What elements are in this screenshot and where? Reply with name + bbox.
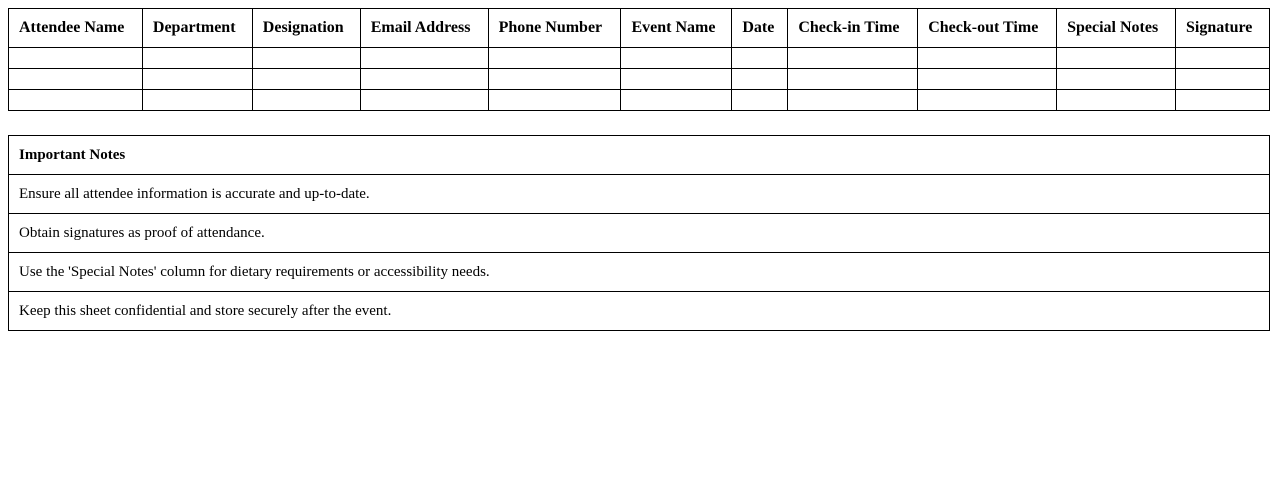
check-out-time-cell[interactable] [918,48,1057,69]
notes-title: Important Notes [9,136,1270,175]
header-check-in-time: Check-in Time [788,9,918,48]
header-special-notes: Special Notes [1057,9,1176,48]
check-in-time-cell[interactable] [788,90,918,111]
important-notes-table [8,135,1270,331]
note-item-text: Use the 'Special Notes' column for dietary requirements or accessibility needs. [9,253,1270,292]
check-in-time-cell[interactable] [788,69,918,90]
header-attendee-name: Attendee Name [9,9,143,48]
phone-number-cell[interactable] [488,90,621,111]
header-phone-number: Phone Number [488,9,621,48]
department-cell[interactable] [142,90,252,111]
note-item-text: Obtain signatures as proof of attendance. [9,214,1270,253]
email-address-cell[interactable] [360,90,488,111]
list-item [9,292,1270,331]
phone-number-cell[interactable] [488,69,621,90]
header-date: Date [732,9,788,48]
table-row [9,48,1270,69]
header-check-out-time: Check-out Time [918,9,1057,48]
check-in-time-cell[interactable] [788,48,918,69]
attendance-header-row [9,9,1270,48]
list-item [9,214,1270,253]
event-name-cell[interactable] [621,48,732,69]
list-item [9,175,1270,214]
date-cell[interactable] [732,90,788,111]
phone-number-cell[interactable] [488,48,621,69]
special-notes-cell[interactable] [1057,90,1176,111]
note-item-text: Ensure all attendee information is accurate and up-to-date. [9,175,1270,214]
check-out-time-cell[interactable] [918,90,1057,111]
special-notes-cell[interactable] [1057,48,1176,69]
header-event-name: Event Name [621,9,732,48]
signature-cell[interactable] [1176,90,1270,111]
email-address-cell[interactable] [360,48,488,69]
attendee-name-cell[interactable] [9,90,143,111]
attendance-table [8,8,1270,111]
check-out-time-cell[interactable] [918,69,1057,90]
signature-cell[interactable] [1176,48,1270,69]
department-cell[interactable] [142,48,252,69]
table-row [9,90,1270,111]
attendee-name-cell[interactable] [9,69,143,90]
designation-cell[interactable] [252,69,360,90]
table-row [9,69,1270,90]
event-name-cell[interactable] [621,90,732,111]
date-cell[interactable] [732,48,788,69]
list-item [9,253,1270,292]
date-cell[interactable] [732,69,788,90]
note-item-text: Keep this sheet confidential and store securely after the event. [9,292,1270,331]
signature-cell[interactable] [1176,69,1270,90]
special-notes-cell[interactable] [1057,69,1176,90]
header-designation: Designation [252,9,360,48]
notes-header-row [9,136,1270,175]
designation-cell[interactable] [252,48,360,69]
designation-cell[interactable] [252,90,360,111]
email-address-cell[interactable] [360,69,488,90]
header-department: Department [142,9,252,48]
event-name-cell[interactable] [621,69,732,90]
department-cell[interactable] [142,69,252,90]
attendee-name-cell[interactable] [9,48,143,69]
header-email-address: Email Address [360,9,488,48]
header-signature: Signature [1176,9,1270,48]
